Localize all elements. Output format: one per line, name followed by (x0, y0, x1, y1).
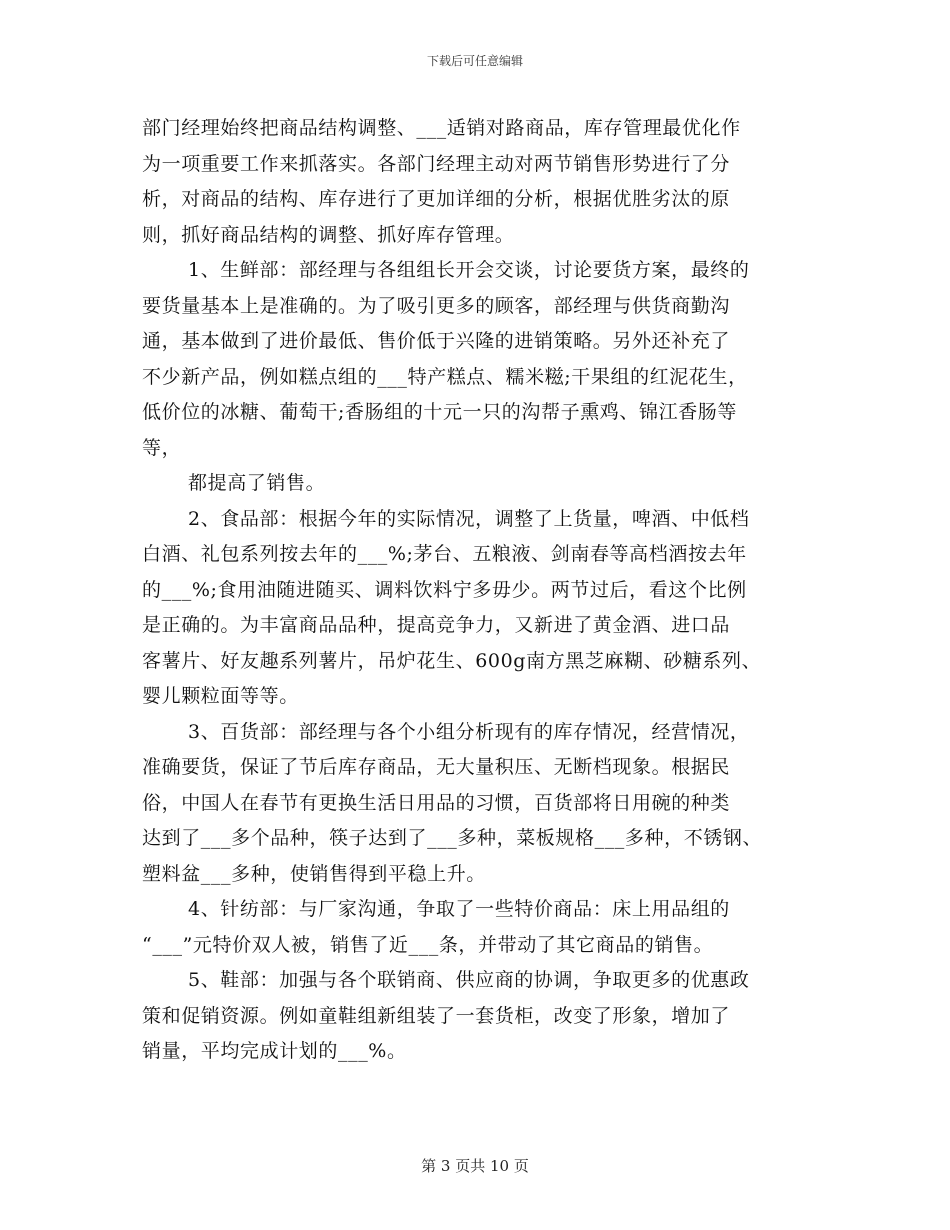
section-3-start: 3、百货部：部经理与各个小组分析现有的库存情况，经营情况， (188, 720, 750, 743)
text-line: 客薯片、好友趣系列薯片，吊炉花生、600g南方黑芝麻糊、砂糖系列、 (142, 649, 762, 672)
text-line: 等， (142, 436, 182, 459)
text-line: “___”元特价双人被，销售了近___条，并带动了其它商品的销售。 (142, 933, 714, 956)
text-line: 婴儿颗粒面等等。 (142, 685, 299, 707)
section-2-start: 2、食品部：根据今年的实际情况，调整了上货量，啤酒、中低档 (188, 507, 750, 530)
text-line: 策和促销资源。例如童鞋组新组装了一套货柜，改变了形象，增加了 (142, 1004, 731, 1027)
text-line: 通，基本做到了进价最低、售价低于兴隆的进销策略。另外还补充了 (142, 330, 731, 352)
text-line: 则，抓好商品结构的调整、抓好库存管理。 (142, 223, 515, 246)
text-line: 不少新产品，例如糕点组的___特产糕点、糯米糍;干果组的红泥花生， (142, 365, 748, 388)
text-line: 是正确的。为丰富商品品种，提高竞争力，又新进了黄金酒、进口品 (142, 614, 731, 636)
section-1-start: 1、生鲜部：部经理与各组组长开会交谈，讨论要货方案，最终的 (188, 259, 750, 281)
text-line: 析，对商品的结构、库存进行了更加详细的分析，根据优胜劣汰的原 (142, 188, 731, 210)
text-line: 都提高了销售。 (188, 472, 326, 494)
text-line: 低价位的冰糖、葡萄干;香肠组的十元一只的沟帮子熏鸡、锦江香肠等 (142, 401, 738, 423)
text-line: 塑料盆___多种，使销售得到平稳上升。 (142, 862, 486, 885)
section-4-start: 4、针纺部：与厂家沟通，争取了一些特价商品：床上用品组的 (188, 898, 730, 920)
text-line: 准确要货，保证了节后库存商品，无大量积压、无断档现象。根据民 (142, 756, 731, 778)
text-line: 俗，中国人在春节有更换生活日用品的习惯，百货部将日用碗的种类 (142, 791, 731, 814)
text-line: 白酒、礼包系列按去年的___%;茅台、五粮液、剑南春等高档酒按去年 (142, 543, 747, 565)
text-line: 部门经理始终把商品结构调整、___适销对路商品，库存管理最优化作 (142, 117, 741, 139)
text-line: 的___%;食用油随进随买、调料饮料宁多毋少。两节过后，看这个比例 (142, 578, 747, 601)
document-body (142, 111, 822, 1070)
text-line: 为一项重要工作来抓落实。各部门经理主动对两节销售形势进行了分 (142, 152, 731, 175)
text-line: 达到了___多个品种，筷子达到了___多种，菜板规格___多种，不锈钢、 (142, 827, 763, 849)
text-line: 要货量基本上是准确的。为了吸引更多的顾客，部经理与供货商勤沟 (142, 294, 731, 317)
page-number: 第 3 页共 10 页 (421, 1157, 529, 1175)
section-5-start: 5、鞋部：加强与各个联销商、供应商的协调，争取更多的优惠政 (188, 969, 750, 991)
text-line: 销量，平均完成计划的___%。 (142, 1040, 407, 1062)
page-header: 下载后可任意编辑 (426, 54, 523, 68)
